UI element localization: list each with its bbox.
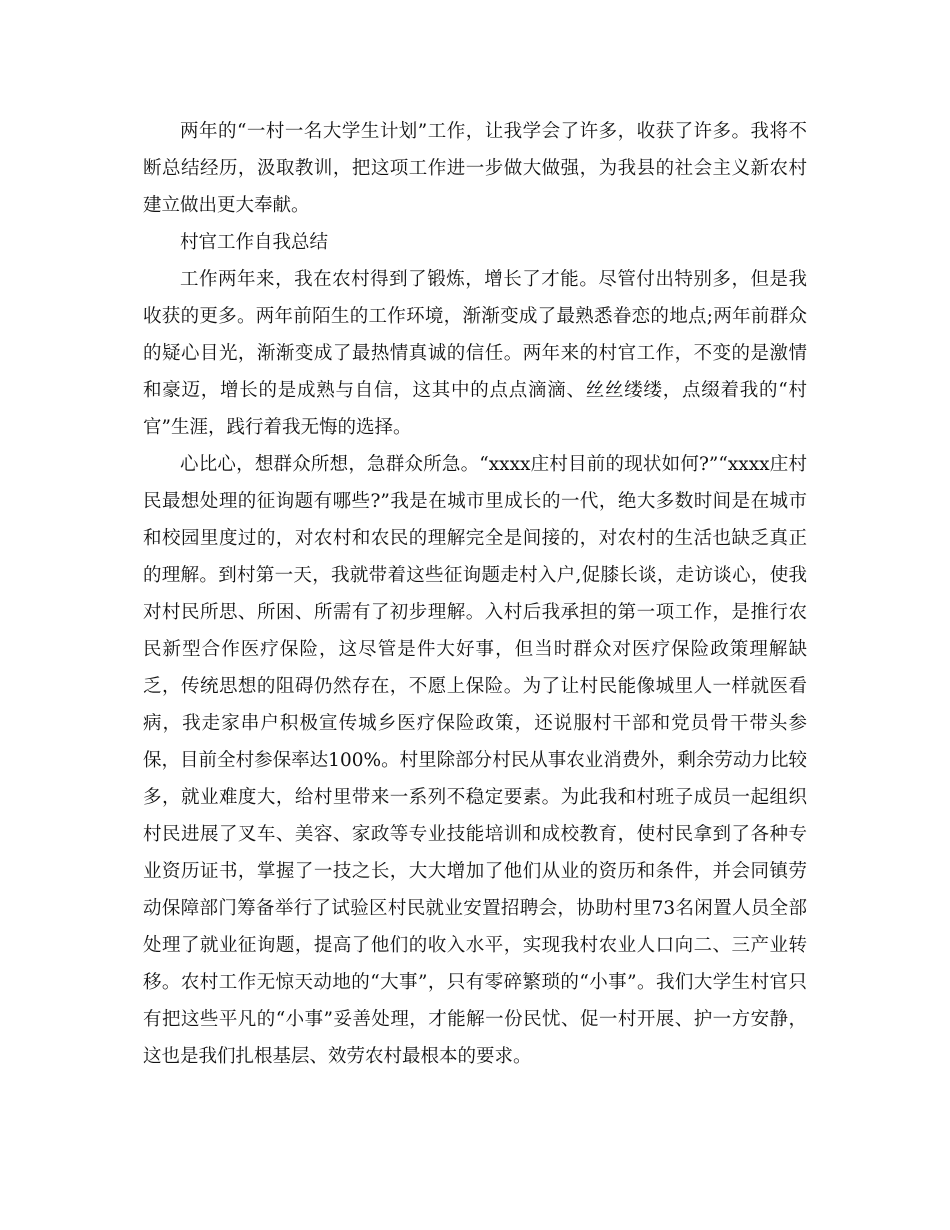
section-heading: 村官工作自我总结 xyxy=(180,232,329,253)
document-body xyxy=(143,113,807,1075)
paragraph-intro: 两年的“一村一名大学生计划”工作，让我学会了许多，收获了许多。我将不断总结经历，汲取教训，把这项工作进一步做大做强，为我县的社会主义新农村建立做出更大奉献。 xyxy=(143,121,807,216)
paragraph-summary: 工作两年来，我在农村得到了锻炼，增长了才能。尽管付出特别多，但是我收获的更多。两年前陌生的工作环境，渐渐变成了最熟悉眷恋的地点;两年前群众的疑心目光，渐渐变成了最热情真诚的信任。两年来的村官工作，不变的是激情和豪迈，增长的是成熟与自信，这其中的点点滴滴、丝丝缕缕，点缀着我的“村官”生涯，践行着我无悔的选择。 xyxy=(143,269,807,438)
paragraph-work-detail: 心比心，想群众所想，急群众所急。“xxxx庄村目前的现状如何?”“xxxx庄村民最想处理的征询题有哪些?”我是在城市里成长的一代，绝大多数时间是在城市和校园里度过的，对农村和农民的理解完全是间接的，对农村的生活也缺乏真正的理解。到村第一天，我就带着这些征询题走村入户,促膝长谈，走访谈心，使我对村民所思、所困、所需有了初步理解。入村后我承担的第一项工作，是推行农民新型合作医疗保险，这尽管是件大好事，但当时群众对医疗保险政策理解缺乏，传统思想的阻碍仍然存在，不愿上保险。为了让村民能像城里人一样就医看病，我走家串户积极宣传城乡医疗保险政策，还说服村干部和党员骨干带头参保，目前全村参保率达100%。村里除部分村民从事农业消费外，剩余劳动力比较多，就业难度大，给村里带来一系列不稳定要素。为此我和村班子成员一起组织村民进展了叉车、美容、家政等专业技能培训和成校教育，使村民拿到了各种专业资历证书，掌握了一技之长，大大增加了他们从业的资历和条件，并会同镇劳动保障部门筹备举行了试验区村民就业安置招聘会，协助村里73名闲置人员全部处理了就业征询题，提高了他们的收入水平，实现我村农业人口向二、三产业转移。农村工作无惊天动地的“大事”，只有零碎繁琐的“小事”。我们大学生村官只有把这些平凡的“小事”妥善处理，才能解一份民忧、促一村开展、护一方安静，这也是我们扎根基层、效劳农村最根本的要求。 xyxy=(143,454,807,1067)
